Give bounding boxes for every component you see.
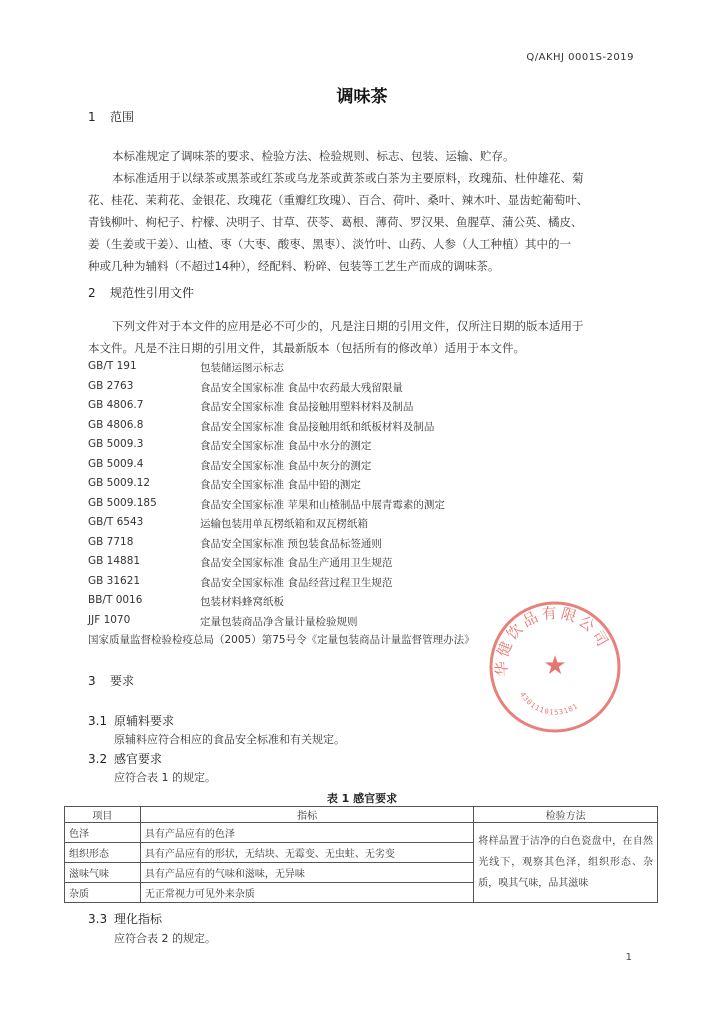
- reference-name: 食品安全国家标准 预包装食品标签通则: [200, 537, 382, 550]
- table-cell-indicator: 具有产品应有的气味和滋味，无异味: [140, 863, 473, 883]
- subsection-3-3-heading: [88, 910, 162, 927]
- table-1-caption: 表 1 感官要求: [326, 792, 398, 805]
- reference-code: JJF 1070: [88, 613, 131, 626]
- reference-name: 食品安全国家标准 食品中铅的测定: [200, 479, 361, 491]
- section-number: 3: [88, 674, 96, 688]
- table-header-row: [65, 807, 658, 823]
- reference-code: BB/T 0016: [88, 594, 143, 606]
- reference-code: GB 4806.8: [88, 418, 144, 431]
- subsection-text: 应符合表 1 的规定。: [114, 771, 216, 784]
- scope-paragraph-1: 本标准规定了调味茶的要求、检验方法、检验规则、标志、包装、运输、贮存。: [112, 149, 515, 163]
- reference-code: GB 5009.185: [88, 496, 157, 509]
- reference-code: GB 5009.3: [88, 438, 144, 450]
- table-header: 检验方法: [474, 807, 658, 823]
- decree-reference: 国家质量监督检验检疫总局（2005）第75号令《定量包装商品计量监督管理办法》: [88, 634, 475, 646]
- scope-line: 姜（生姜或干姜）、山楂、枣（大枣、酸枣、黑枣）、淡竹叶、山药、人参（人工种植）其中的一: [88, 237, 571, 251]
- subsection-3-2-heading: [88, 750, 162, 767]
- reference-name: 食品安全国家标准 苹果和山楂制品中展青霉素的测定: [200, 498, 445, 511]
- company-seal-stamp: [486, 598, 624, 736]
- section-title: 要求: [110, 674, 135, 688]
- reference-name: 定量包装商品净含量计量检验规则: [200, 615, 358, 628]
- section-title: 规范性引用文件: [110, 286, 195, 300]
- reference-name: 食品安全国家标准 食品经营过程卫生规范: [200, 576, 393, 589]
- section-3-heading: [88, 672, 134, 689]
- seal-number: 4301110153181: [518, 690, 580, 717]
- normative-intro-line: 下列文件对于本文件的应用是必不可少的，凡是注日期的引用文件，仅所注日期的版本适用于: [112, 319, 584, 333]
- reference-code: GB 7718: [88, 535, 134, 548]
- table-cell-method: 将样品置于洁净的白色瓷盘中，在自然光线下，观察其色泽，组织形态、杂质，嗅其气味，品其滋味: [474, 823, 658, 903]
- normative-intro-line: 本文件。凡是不注日期的引用文件，其最新版本（包括所有的修改单）适用于本文件。: [88, 341, 525, 355]
- reference-name: 包装储运图示标志: [200, 362, 284, 374]
- section-number: 1: [88, 110, 96, 124]
- seal-star-icon: ★: [543, 651, 567, 681]
- subsection-3-1-heading: [88, 712, 174, 729]
- reference-code: GB 31621: [88, 574, 141, 587]
- scope-line: 花、桂花、茉莉花、金银花、玫瑰花（重瓣红玫瑰）、百合、荷叶、桑叶、辣木叶、显齿蛇葡萄叶、: [88, 193, 589, 207]
- page-number: 1: [625, 952, 632, 963]
- reference-name: 食品安全国家标准 食品中农药最大残留限量: [200, 381, 403, 394]
- section-2-heading: [88, 284, 194, 301]
- reference-name: 食品安全国家标准 食品接触用塑料材料及制品: [200, 401, 414, 413]
- reference-name: 包装材料蜂窝纸板: [200, 596, 284, 608]
- reference-name: 食品安全国家标准 食品生产通用卫生规范: [200, 557, 393, 569]
- reference-name: 食品安全国家标准 食品接触用纸和纸板材料及制品: [200, 420, 435, 433]
- reference-name: 食品安全国家标准 食品中水分的测定: [200, 440, 372, 452]
- reference-code: GB 5009.4: [88, 457, 144, 470]
- subsection-title: 原辅料要求: [114, 714, 175, 728]
- scope-line: 青钱柳叶、枸杞子、柠檬、决明子、甘草、茯苓、葛根、薄荷、罗汉果、鱼腥草、蒲公英、橘皮、: [88, 215, 583, 229]
- section-title: 范围: [110, 110, 135, 124]
- page-title: 调味茶: [336, 87, 388, 107]
- seal-text: 华健饮品有限公司: [492, 603, 614, 677]
- reference-name: 运输包装用单瓦楞纸箱和双瓦楞纸箱: [200, 518, 368, 530]
- subsection-title: 理化指标: [114, 912, 163, 926]
- table-row: [65, 823, 658, 843]
- scope-line: 本标准适用于以绿茶或黑茶或红茶或乌龙茶或黄茶或白茶为主要原料，玫瑰茄、杜仲雄花、菊: [112, 171, 584, 185]
- section-1-heading: [88, 108, 134, 125]
- document-code: Q/AKHJ 0001S-2019: [526, 52, 634, 63]
- subsection-title: 感官要求: [114, 752, 163, 766]
- reference-code: GB 4806.7: [88, 399, 144, 411]
- reference-code: GB 2763: [88, 379, 134, 392]
- reference-code: GB 14881: [88, 555, 141, 567]
- subsection-number: 3.1: [88, 714, 108, 728]
- section-number: 2: [88, 286, 96, 300]
- table-cell-indicator: 具有产品应有的色泽: [140, 823, 473, 843]
- table-cell-item: 色泽: [65, 823, 141, 843]
- subsection-number: 3.3: [88, 912, 108, 926]
- subsection-text: 原辅料应符合相应的食品安全标准和有关规定。: [114, 733, 345, 746]
- scope-line: 种或几种为辅料（不超过14种），经配料、粉碎、包装等工艺生产而成的调味茶。: [88, 259, 500, 273]
- table-cell-item: 滋味气味: [65, 863, 141, 883]
- reference-code: GB/T 6543: [88, 516, 144, 528]
- reference-name: 食品安全国家标准 食品中灰分的测定: [200, 459, 372, 472]
- sensory-requirements-table: [64, 806, 658, 903]
- subsection-text: 应符合表 2 的规定。: [114, 932, 216, 945]
- table-cell-indicator: 具有产品应有的形状，无结块、无霉变、无虫蛀、无劣变: [140, 843, 473, 863]
- reference-code: GB/T 191: [88, 360, 137, 372]
- table-cell-item: 组织形态: [65, 843, 141, 863]
- table-cell-item: 杂质: [65, 883, 141, 903]
- subsection-number: 3.2: [88, 752, 108, 766]
- table-header: 指标: [140, 807, 473, 823]
- table-header: 项目: [65, 807, 141, 823]
- reference-code: GB 5009.12: [88, 477, 151, 489]
- table-cell-indicator: 无正常视力可见外来杂质: [140, 883, 473, 903]
